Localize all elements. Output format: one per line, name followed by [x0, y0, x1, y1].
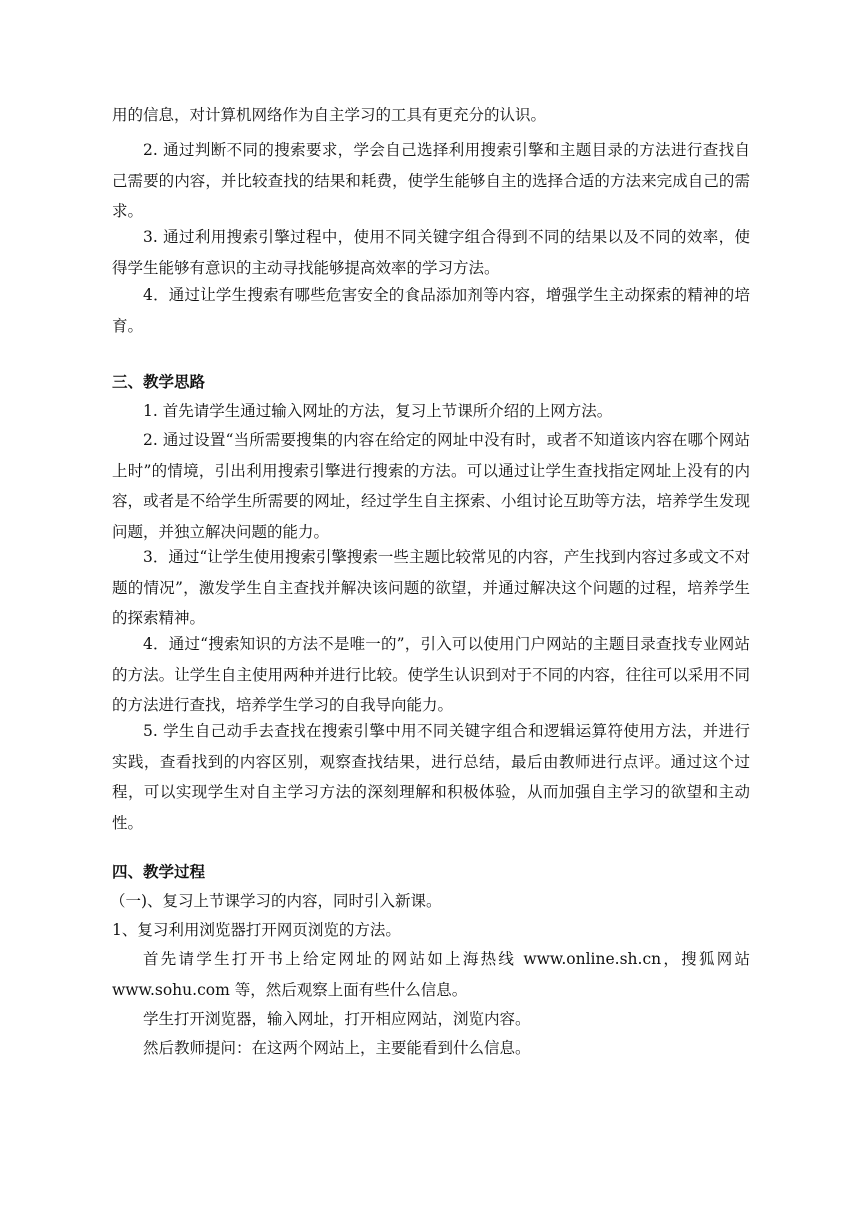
section-heading-teaching-process: 四、教学过程	[112, 862, 206, 881]
approach-item-2: 2. 通过设置“当所需要搜集的内容在给定的网址中没有时，或者不知道该内容在哪个网站上时”的情境，引出利用搜索引擎进行搜索的方法。可以通过让学生查找指定网址上没有的内容，或者是不给学生所需要的网址，经过学生自主探索、小组讨论互助等方法，培养学生发现问题，并独立解决问题的能力。	[112, 431, 750, 541]
process-paragraph-c: 然后教师提问：在这两个网站上，主要能看到什么信息。	[143, 1039, 531, 1057]
process-paragraph-a: 首先请学生打开书上给定网址的网站如上海热线 www.online.sh.cn，搜狐网站 www.sohu.com 等，然后观察上面有些什么信息。	[112, 950, 750, 999]
approach-item-5: 5. 学生自己动手去查找在搜索引擎中用不同关键字组合和逻辑运算符使用方法，并进行实践，查看找到的内容区别，观察查找结果，进行总结，最后由教师进行点评。通过这个过程，可以实现学生对自主学习方法的深刻理解和积极体验，从而加强自主学习的欲望和主动性。	[112, 722, 750, 832]
process-paragraph-b: 学生打开浏览器，输入网址，打开相应网站，浏览内容。	[143, 1010, 531, 1028]
process-step-1: 1、复习利用浏览器打开网页浏览的方法。	[112, 921, 401, 939]
goal-paragraph-2: 2. 通过判断不同的搜索要求，学会自己选择利用搜索引擎和主题目录的方法进行查找自己需要的内容，并比较查找的结果和耗费，使学生能够自主的选择合适的方法来完成自己的需求。	[112, 141, 750, 220]
approach-item-3: 3．通过“让学生使用搜索引擎搜索一些主题比较常见的内容，产生找到内容过多或文不对题的情况”，激发学生自主查找并解决该问题的欲望，并通过解决这个问题的过程，培养学生的探索精神。	[112, 548, 750, 627]
goal-paragraph-1-tail: 用的信息，对计算机网络作为自主学习的工具有更充分的认识。	[112, 106, 547, 124]
goal-paragraph-4: 4．通过让学生搜索有哪些危害安全的食品添加剂等内容，增强学生主动探索的精神的培育。	[112, 286, 750, 335]
approach-item-1: 1. 首先请学生通过输入网址的方法，复习上节课所介绍的上网方法。	[143, 402, 613, 420]
process-subsection-1: （一)、复习上节课学习的内容，同时引入新课。	[110, 892, 442, 910]
goal-paragraph-3: 3. 通过利用搜索引擎过程中，使用不同关键字组合得到不同的结果以及不同的效率，使得学生能够有意识的主动寻找能够提高效率的学习方法。	[112, 228, 750, 277]
approach-item-4: 4．通过“搜索知识的方法不是唯一的”，引入可以使用门户网站的主题目录查找专业网站的方法。让学生自主使用两种并进行比较。使学生认识到对于不同的内容，往往可以采用不同的方法进行查找，培养学生学习的自我导向能力。	[112, 635, 750, 714]
section-heading-teaching-approach: 三、教学思路	[112, 372, 206, 391]
